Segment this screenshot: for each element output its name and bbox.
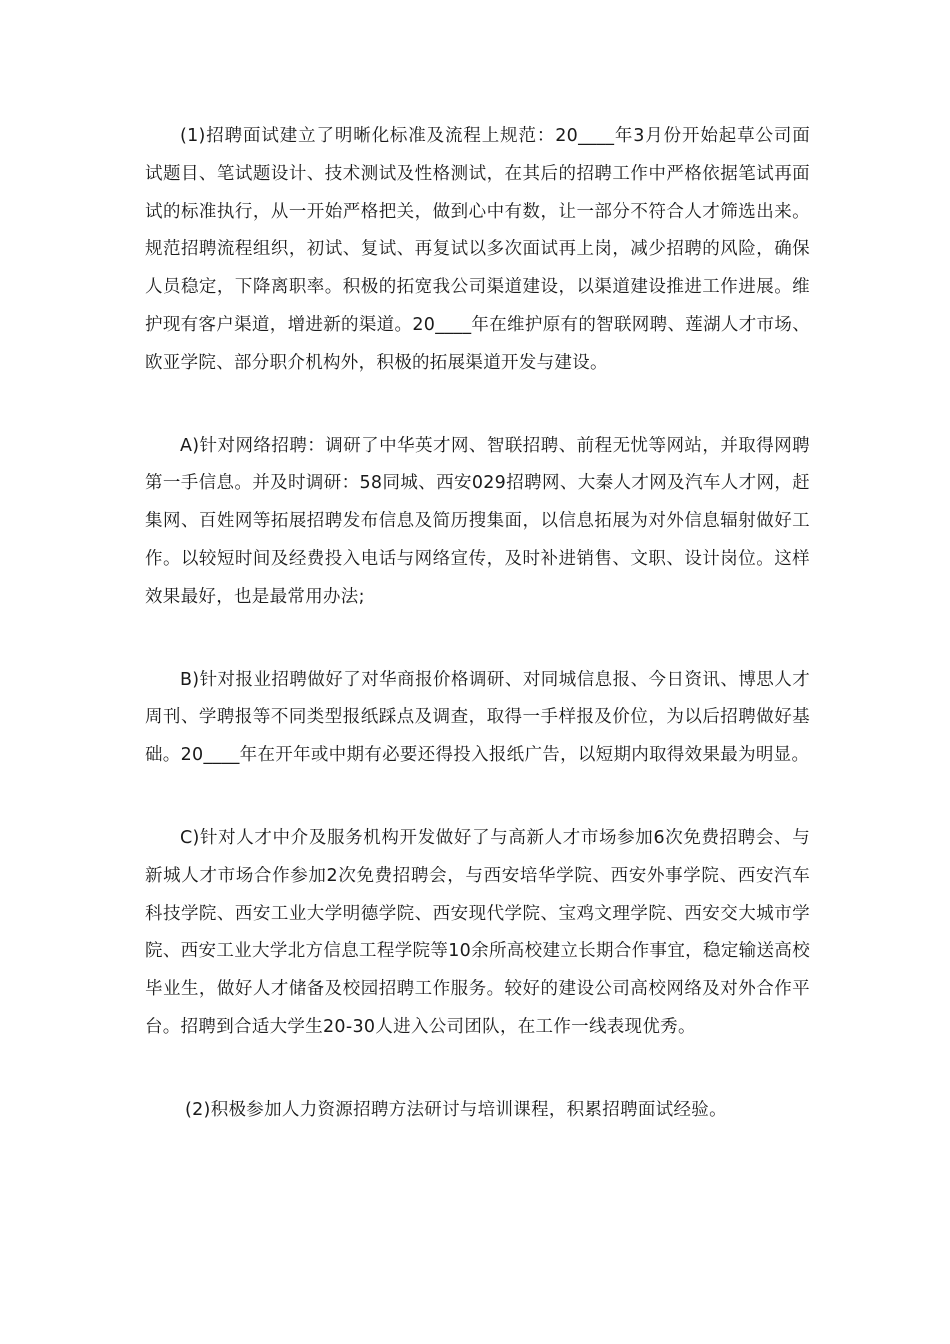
paragraph-interview-standards: (1)招聘面试建立了明晰化标准及流程上规范：20____年3月份开始起草公司面试题目、笔试题设计、技术测试及性格测试，在其后的招聘工作中严格依据笔试再面试的标准执行，从一开始严格把关，做到心中有数，让一部分不符合人才筛选出来。规范招聘流程组织，初试、复试、再复试以多次面试再上岗，减少招聘的风险，确保人员稳定，下降离职率。积极的拓宽我公司渠道建设，以渠道建设推进工作进展。维护现有客户渠道，增进新的渠道。20____年在维护原有的智联网聘、莲湖人才市场、欧亚学院、部分职介机构外，积极的拓展渠道开发与建设。: [145, 126, 810, 373]
paragraph-spacer: [145, 383, 810, 428]
paragraph-spacer: [145, 1047, 810, 1092]
paragraph-online-recruitment: A)针对网络招聘：调研了中华英才网、智联招聘、前程无忧等网站，并取得网聘第一手信息。并及时调研：58同城、西安029招聘网、大秦人才网及汽车人才网，赶集网、百姓网等拓展招聘发布信息及简历搜集面，以信息拓展为对外信息辐射做好工作。以较短时间及经费投入电话与网络宣传，及时补进销售、文职、设计岗位。这样效果最好，也是最常用办法;: [145, 435, 810, 607]
document-body: [145, 118, 810, 1130]
paragraph-spacer: [145, 617, 810, 662]
paragraph-training: (2)积极参加人力资源招聘方法研讨与培训课程，积累招聘面试经验。: [185, 1099, 727, 1120]
paragraph-agency-recruitment: C)针对人才中介及服务机构开发做好了与高新人才市场参加6次免费招聘会、与新城人才市场合作参加2次免费招聘会，与西安培华学院、西安外事学院、西安汽车科技学院、西安工业大学明德学院、西安现代学院、宝鸡文理学院、西安交大城市学院、西安工业大学北方信息工程学院等10余所高校建立长期合作事宜，稳定输送高校毕业生，做好人才储备及校园招聘工作服务。较好的建设公司高校网络及对外合作平台。招聘到合适大学生20-30人进入公司团队，在工作一线表现优秀。: [145, 827, 810, 1037]
paragraph-spacer: [145, 775, 810, 820]
paragraph-newspaper-recruitment: B)针对报业招聘做好了对华商报价格调研、对同城信息报、今日资讯、博思人才周刊、学聘报等不同类型报纸踩点及调查，取得一手样报及价位，为以后招聘做好基础。20____年在开年或中期有必要还得投入报纸广告，以短期内取得效果最为明显。: [145, 669, 810, 766]
